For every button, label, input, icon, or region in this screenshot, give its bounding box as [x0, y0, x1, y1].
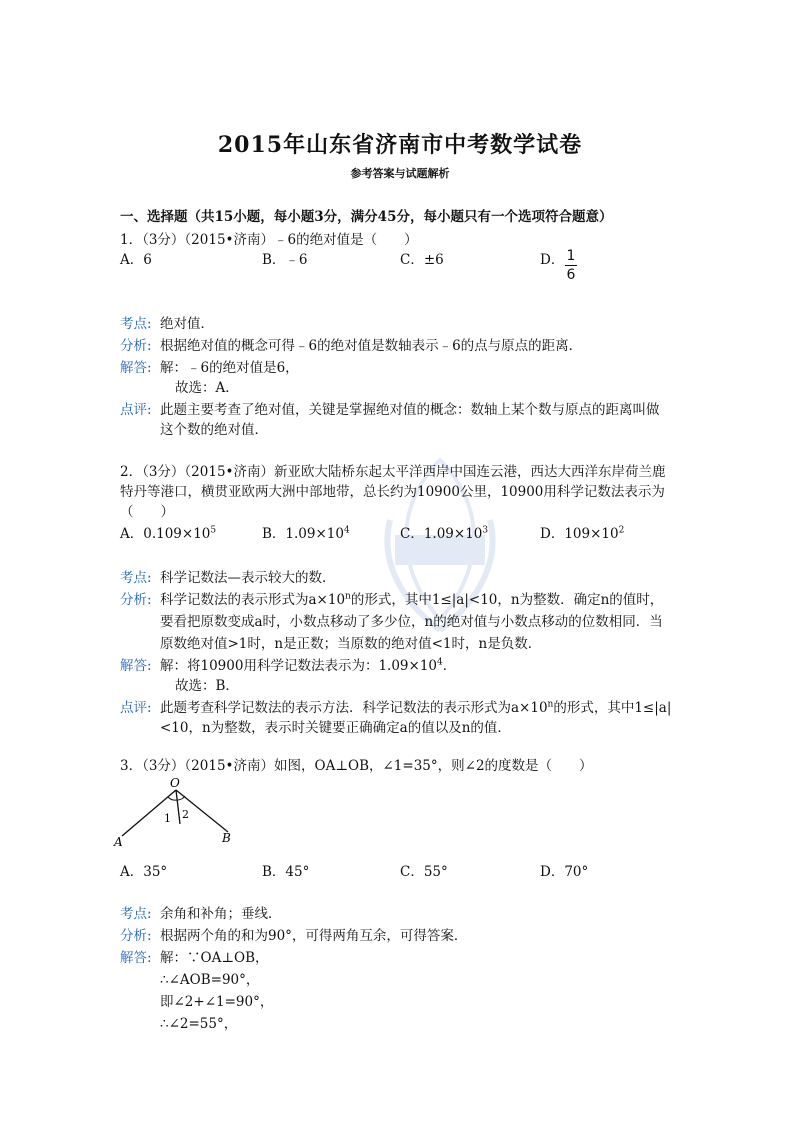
q3-option-b: B．45° — [262, 864, 310, 880]
q2-fenxi-exponent: n — [345, 591, 351, 602]
label-b: B — [222, 831, 231, 845]
q1-jieda-line1: 解：﹣6的绝对值是6， — [160, 360, 299, 376]
q1-kaodian-label: 考点: — [120, 316, 152, 332]
q1-option-b: B．﹣6 — [262, 252, 308, 268]
q1-dianping-line2: 这个数的绝对值． — [160, 422, 268, 438]
q3-jieda-line2: ∴∠AOB=90°， — [160, 972, 260, 988]
q3-stem: 3．（3分）（2015•济南）如图，OA⊥OB，∠1=35°，则∠2的度数是（ ） — [120, 758, 593, 774]
q1-option-c: C．±6 — [400, 252, 444, 268]
fraction-bar — [565, 265, 577, 266]
q1-dianping-label: 点评: — [120, 402, 152, 418]
q3-option-a: A．35° — [120, 864, 168, 880]
q3-jieda-line3: 即∠2+∠1=90°， — [160, 994, 274, 1010]
q1-stem: 1．（3分）（2015•济南）﹣6的绝对值是（ ） — [120, 232, 418, 248]
q2-dianping-line1-a: 此题考查科学记数法的表示方法．科学记数法的表示形式为a×10 — [160, 700, 548, 716]
angle-2-arc — [178, 796, 185, 800]
q2-jieda-label: 解答: — [120, 658, 152, 674]
q2-jieda-line1-b: ． — [442, 658, 457, 674]
page-subtitle: 参考答案与试题解析 — [350, 167, 450, 180]
section-heading: 一、选择题（共15小题，每小题3分，满分45分，每小题只有一个选项符合题意） — [120, 209, 613, 225]
q2-option-c-base: C．1.09×10 — [400, 526, 483, 542]
q2-option-b-base: B．1.09×10 — [262, 526, 344, 542]
q2-fenxi-line3: 原数绝对值>1时，n是正数；当原数的绝对值<1时，n是负数． — [160, 636, 542, 652]
q3-jieda-label: 解答: — [120, 950, 152, 966]
q2-jieda-line1 — [160, 654, 456, 674]
q2-option-c-exponent: 3 — [482, 525, 489, 536]
q2-option-d-exponent: 2 — [618, 525, 625, 536]
q3-fenxi-label: 分析: — [120, 928, 152, 944]
q1-option-a: A．6 — [120, 252, 152, 268]
q2-option-a-base: A．0.109×10 — [120, 526, 211, 542]
q2-stem-line3: （ ） — [120, 504, 174, 520]
q3-fenxi: 根据两个角的和为90°，可得两角互余，可得答案． — [160, 928, 468, 944]
fraction-denominator: 6 — [566, 267, 576, 283]
q2-stem-line1: 2．（3分）（2015•济南）新亚欧大陆桥东起太平洋西岸中国连云港，西达大西洋东岸荷兰鹿 — [120, 464, 666, 480]
q2-kaodian-label: 考点: — [120, 570, 152, 586]
q1-jieda-line2: 故选：A． — [175, 380, 239, 396]
q1-option-d-fraction — [564, 248, 578, 283]
q3-kaodian-label: 考点: — [120, 906, 152, 922]
q2-fenxi-line2: 要看把原数变成a时，小数点移动了多少位，n的绝对值与小数点移动的位数相同．当 — [160, 614, 663, 630]
q2-option-d-base: D．109×10 — [540, 526, 619, 542]
q2-option-b — [262, 522, 350, 542]
q2-stem-line2: 特丹等港口，横贯亚欧两大洲中部地带，总长约为10900公里，10900用科学记数法表示为 — [120, 484, 665, 500]
q2-option-a — [120, 522, 216, 542]
q1-option-d: D． — [540, 252, 565, 268]
q2-fenxi-line1-a: 科学记数法的表示形式为a×10 — [160, 592, 346, 608]
page-title: 2015年山东省济南市中考数学试卷 — [217, 132, 583, 158]
label-a: A — [114, 835, 123, 849]
q3-kaodian: 余角和补角；垂线． — [160, 906, 282, 922]
label-angle-2: 2 — [182, 808, 189, 821]
q2-jieda-line2: 故选：B． — [175, 678, 239, 694]
ray-middle — [176, 790, 180, 824]
q2-kaodian: 科学记数法—表示较大的数． — [160, 570, 336, 586]
q2-jieda-line1-a: 解：将10900用科学记数法表示为：1.09×10 — [160, 658, 437, 674]
q2-jieda-exponent: 4 — [437, 657, 443, 668]
q1-dianping-line1: 此题主要考查了绝对值，关键是掌握绝对值的概念：数轴上某个数与原点的距离叫做 — [160, 402, 660, 418]
q1-kaodian: 绝对值． — [160, 316, 214, 332]
q2-dianping-line1 — [160, 696, 671, 716]
q1-fenxi: 根据绝对值的概念可得﹣6的绝对值是数轴表示﹣6的点与原点的距离． — [160, 338, 583, 354]
label-angle-1: 1 — [164, 812, 171, 825]
angle-1-arc — [168, 797, 177, 800]
q3-angle-figure — [112, 776, 242, 850]
q3-option-c: C．55° — [400, 864, 448, 880]
q2-fenxi-line1-b: 的形式，其中1≤|a|<10，n为整数．确定n的值时， — [350, 592, 664, 608]
label-o: O — [170, 776, 180, 790]
q1-fenxi-label: 分析: — [120, 338, 152, 354]
q2-option-c — [400, 522, 488, 542]
q1-jieda-label: 解答: — [120, 360, 152, 376]
fraction-numerator: 1 — [566, 248, 576, 264]
q2-fenxi-label: 分析: — [120, 592, 152, 608]
q3-option-d: D．70° — [540, 864, 589, 880]
q2-dianping-label: 点评: — [120, 700, 152, 716]
q2-option-d — [540, 522, 624, 542]
q3-jieda-line1: 解：∵OA⊥OB， — [160, 950, 269, 966]
q2-dianping-line2: <10，n为整数，表示时关键要正确确定a的值以及n的值． — [160, 720, 511, 736]
q2-dianping-line1-b: 的形式，其中1≤|a| — [553, 700, 672, 716]
q2-fenxi-line1 — [160, 588, 663, 608]
q2-dianping-exponent: n — [547, 699, 554, 710]
q2-option-b-exponent: 4 — [343, 525, 350, 536]
q3-jieda-line4: ∴∠2=55°， — [160, 1016, 238, 1032]
q2-option-a-exponent: 5 — [210, 525, 217, 536]
